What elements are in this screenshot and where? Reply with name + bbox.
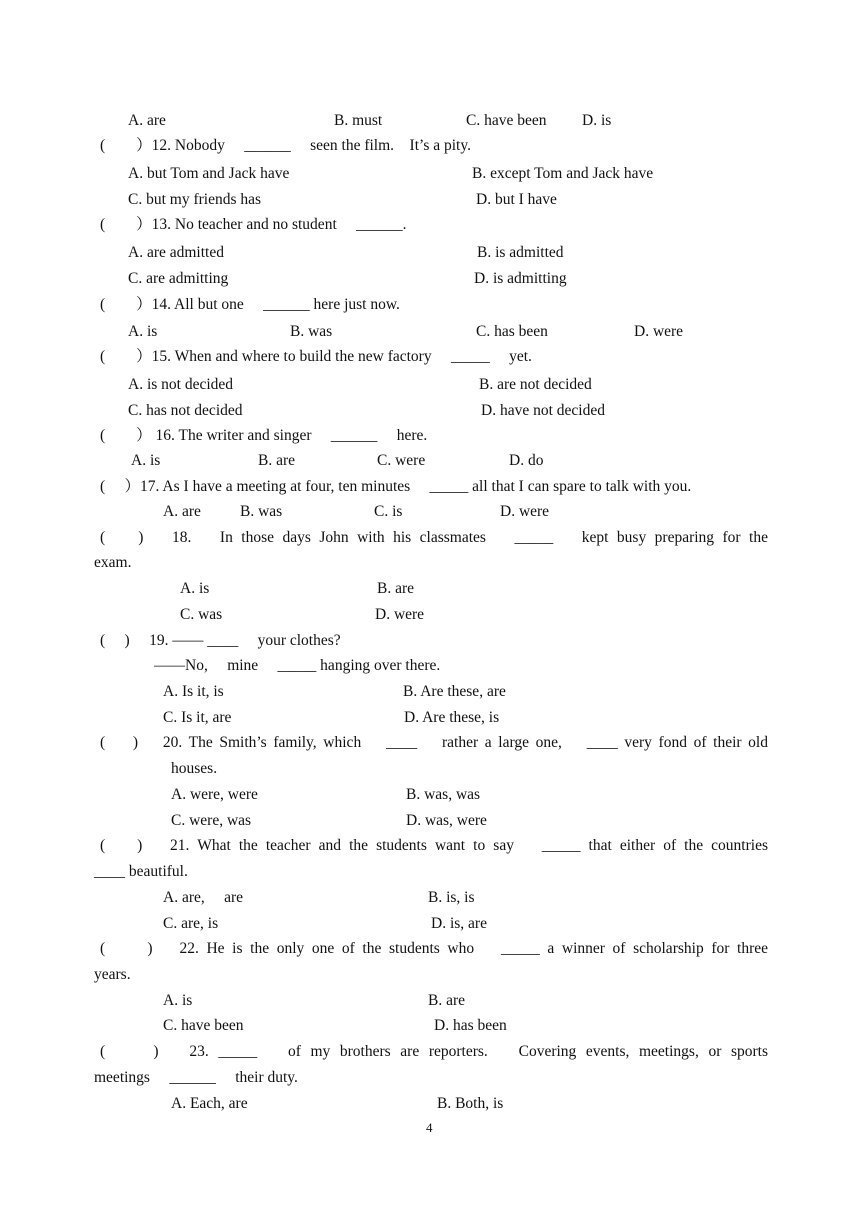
q20-option-a: A. were, were bbox=[171, 786, 258, 803]
q17-option-a: A. are bbox=[163, 503, 201, 520]
q13-option-a: A. are admitted bbox=[128, 244, 224, 261]
q16-option-d: D. do bbox=[509, 452, 544, 469]
q21-stem-line1: ( ) 21. What the teacher and the students want to say _____ that either of the countries bbox=[100, 837, 768, 854]
q20-option-b: B. was, was bbox=[406, 786, 481, 803]
q16-option-c: C. were bbox=[377, 452, 426, 469]
q11-option-b: B. must bbox=[334, 112, 383, 129]
q13-option-b: B. is admitted bbox=[477, 244, 564, 261]
q11-option-a: A. are bbox=[128, 112, 166, 129]
q14-option-c: C. has been bbox=[476, 323, 548, 340]
q19-line2: ——No, mine _____ hanging over there. bbox=[154, 657, 441, 674]
q21-stem-line2: ____ beautiful. bbox=[94, 863, 188, 880]
q12-option-b: B. except Tom and Jack have bbox=[472, 165, 654, 182]
q20-option-d: D. was, were bbox=[406, 812, 487, 829]
q16-stem: ( ） 16. The writer and singer ______ here. bbox=[100, 427, 428, 444]
q17-stem: ( ）17. As I have a meeting at four, ten minutes _____ all that I can spare to talk with you. bbox=[100, 478, 692, 495]
q14-option-d: D. were bbox=[634, 323, 684, 340]
q20-option-c: C. were, was bbox=[171, 812, 252, 829]
q21-option-b: B. is, is bbox=[428, 889, 475, 906]
q16-option-b: B. are bbox=[258, 452, 296, 469]
q23-stem-line1: ( ) 23. _____ of my brothers are reporters. Covering events, meetings, or sports bbox=[100, 1043, 768, 1060]
q15-option-b: B. are not decided bbox=[479, 376, 592, 393]
q20-stem-line1: ( ) 20. The Smith’s family, which ____ rather a large one, ____ very fond of their old bbox=[100, 734, 768, 751]
q22-option-b: B. are bbox=[428, 992, 466, 1009]
page-number: 4 bbox=[426, 1120, 433, 1135]
q22-option-a: A. is bbox=[163, 992, 193, 1009]
q15-option-c: C. has not decided bbox=[128, 402, 243, 419]
q14-option-a: A. is bbox=[128, 323, 158, 340]
q18-option-c: C. was bbox=[180, 606, 223, 623]
q18-option-d: D. were bbox=[375, 606, 425, 623]
q19-option-c: C. Is it, are bbox=[163, 709, 232, 726]
q21-option-a: A. are, are bbox=[163, 889, 244, 906]
q23-option-a: A. Each, are bbox=[171, 1095, 248, 1112]
q14-option-b: B. was bbox=[290, 323, 333, 340]
q19-option-b: B. Are these, are bbox=[403, 683, 506, 700]
q18-option-b: B. are bbox=[377, 580, 415, 597]
q15-option-a: A. is not decided bbox=[128, 376, 234, 393]
q12-option-c: C. but my friends has bbox=[128, 191, 262, 208]
q13-option-d: D. is admitting bbox=[474, 270, 567, 287]
q18-stem-line1: ( ) 18. In those days John with his classmates _____ kept busy preparing for the bbox=[100, 529, 768, 546]
q17-option-c: C. is bbox=[374, 503, 403, 520]
q18-option-a: A. is bbox=[180, 580, 210, 597]
q19-option-a: A. Is it, is bbox=[163, 683, 224, 700]
q11-option-c: C. have been bbox=[466, 112, 547, 129]
q16-option-a: A. is bbox=[131, 452, 161, 469]
q15-option-d: D. have not decided bbox=[481, 402, 605, 419]
q17-option-d: D. were bbox=[500, 503, 550, 520]
q18-stem-line2: exam. bbox=[94, 554, 132, 571]
q22-option-d: D. has been bbox=[434, 1017, 507, 1034]
q22-stem-line2: years. bbox=[94, 966, 131, 983]
q11-option-d: D. is bbox=[582, 112, 612, 129]
q22-option-c: C. have been bbox=[163, 1017, 244, 1034]
q12-option-d: D. but I have bbox=[476, 191, 557, 208]
q23-option-b: B. Both, is bbox=[437, 1095, 504, 1112]
q12-option-a: A. but Tom and Jack have bbox=[128, 165, 290, 182]
q19-stem: ( ) 19. —— ____ your clothes? bbox=[100, 632, 341, 649]
q12-stem: ( ）12. Nobody ______ seen the film. It’s a pity. bbox=[100, 137, 471, 154]
q21-option-c: C. are, is bbox=[163, 915, 219, 932]
q14-stem: ( ）14. All but one ______ here just now. bbox=[100, 296, 400, 313]
q13-stem: ( ）13. No teacher and no student ______. bbox=[100, 216, 407, 233]
q23-stem-line2: meetings ______ their duty. bbox=[94, 1069, 298, 1086]
q22-stem-line1: ( ) 22. He is the only one of the students who _____ a winner of scholarship for three bbox=[100, 940, 768, 957]
q15-stem: ( ）15. When and where to build the new factory _____ yet. bbox=[100, 348, 532, 365]
q21-option-d: D. is, are bbox=[431, 915, 487, 932]
q13-option-c: C. are admitting bbox=[128, 270, 229, 287]
q20-stem-line2: houses. bbox=[171, 760, 218, 777]
q17-option-b: B. was bbox=[240, 503, 283, 520]
q19-option-d: D. Are these, is bbox=[404, 709, 500, 726]
